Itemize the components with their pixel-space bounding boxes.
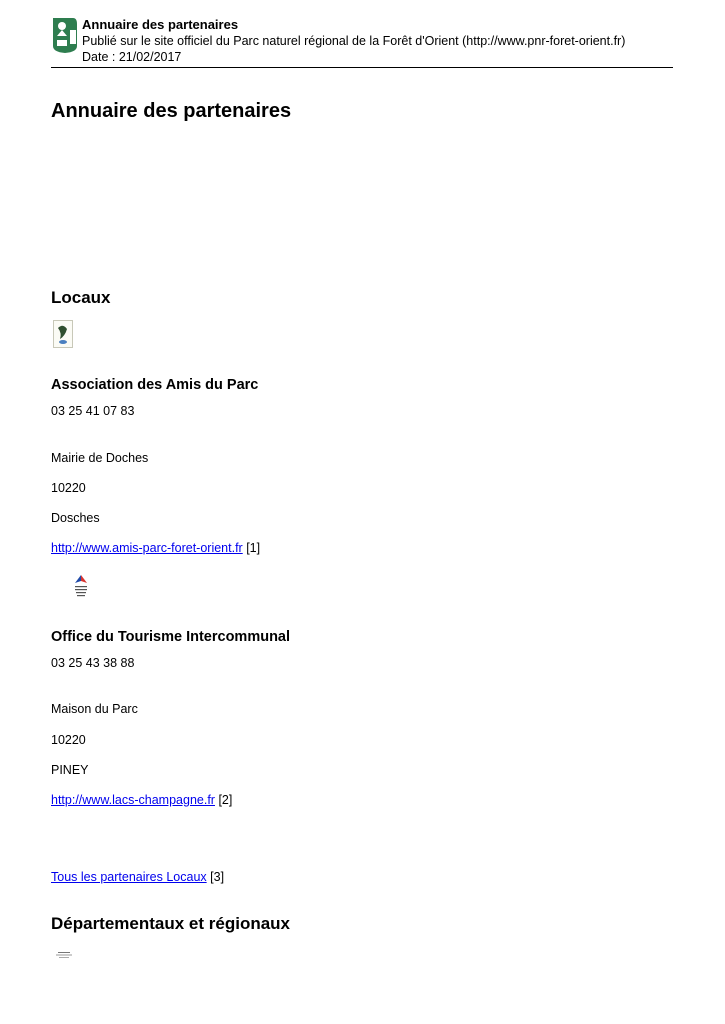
partner-postcode: 10220 — [51, 481, 86, 495]
partner-website-link[interactable]: http://www.amis-parc-foret-orient.fr — [51, 541, 243, 555]
partner-city: Dosches — [51, 511, 100, 525]
partner-city: PINEY — [51, 763, 89, 777]
park-logo — [51, 16, 79, 54]
tourism-office-logo — [72, 573, 90, 599]
partner-name: Association des Amis du Parc — [51, 377, 259, 393]
header-title: Annuaire des partenaires — [82, 17, 239, 32]
partner-phone: 03 25 41 07 83 — [51, 404, 135, 418]
amis-du-parc-logo — [53, 320, 73, 348]
page-title: Annuaire des partenaires — [51, 100, 292, 122]
section-heading-departementaux: Départementaux et régionaux — [51, 914, 291, 933]
regional-partner-logo — [56, 951, 72, 959]
all-partners-locaux — [51, 870, 224, 885]
partner-phone: 03 25 43 38 88 — [51, 656, 135, 670]
footnote-ref: [3] — [210, 870, 225, 884]
partner-website — [51, 541, 260, 556]
header-date: Date : 21/02/2017 — [82, 50, 182, 64]
partner-website — [51, 793, 232, 808]
partner-address: Maison du Parc — [51, 702, 138, 716]
header-divider — [51, 67, 673, 68]
all-partners-locaux-link[interactable]: Tous les partenaires Locaux — [51, 870, 207, 884]
partner-postcode: 10220 — [51, 733, 86, 747]
section-heading-locaux: Locaux — [51, 288, 111, 307]
header-published: Publié sur le site officiel du Parc naturel régional de la Forêt d'Orient (http://www.pnr-foret-orient.fr) — [82, 34, 626, 48]
partner-name: Office du Tourisme Intercommunal — [51, 629, 291, 645]
footnote-ref: [2] — [218, 793, 233, 807]
partner-address: Mairie de Doches — [51, 451, 149, 465]
partner-website-link[interactable]: http://www.lacs-champagne.fr — [51, 793, 215, 807]
footnote-ref: [1] — [246, 541, 261, 555]
